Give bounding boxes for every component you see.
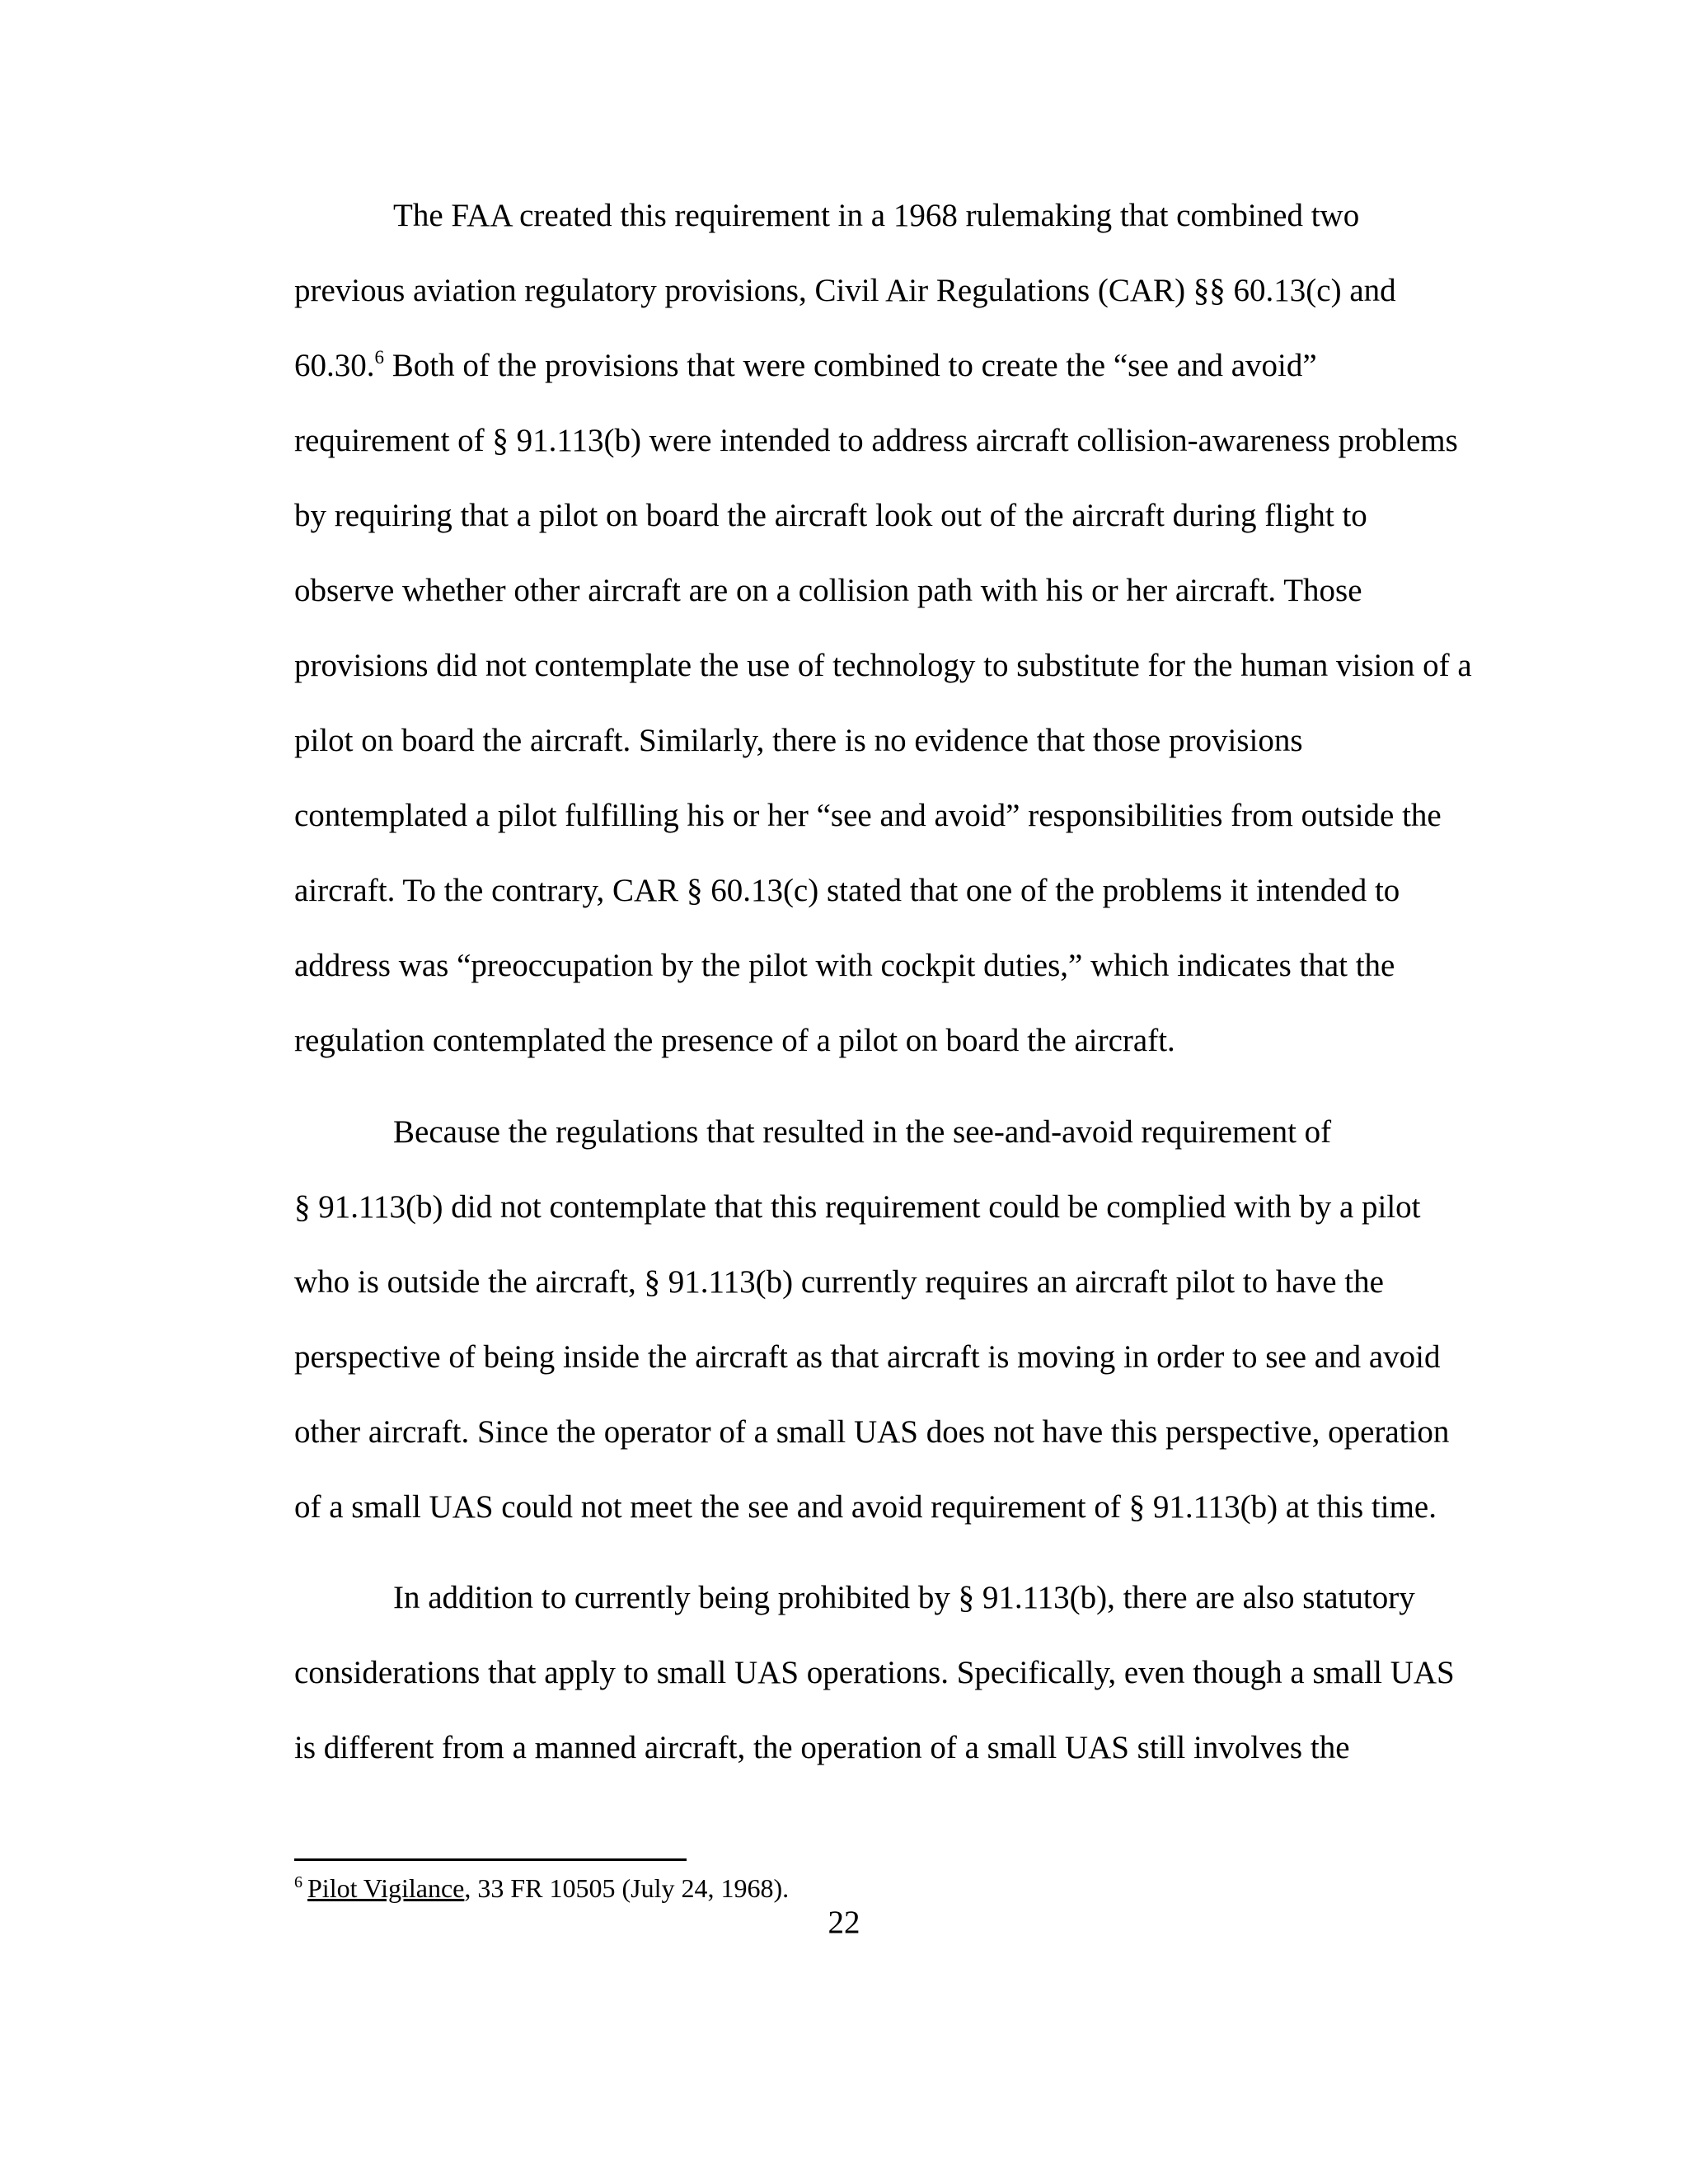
paragraph-2-line-6: of a small UAS could not meet the see and avoid requirement of § 91.113(b) at this time. bbox=[294, 1489, 1437, 1525]
line-text: Both of the provisions that were combined to create the “see and avoid” bbox=[384, 348, 1317, 383]
paragraph-1-line-9: contemplated a pilot fulfilling his or her “see and avoid” responsibilities from outside the bbox=[294, 798, 1442, 833]
paragraph-1-line-2: previous aviation regulatory provisions, Civil Air Regulations (CAR) §§ 60.13(c) and bbox=[294, 273, 1396, 308]
paragraph-1-line-7: provisions did not contemplate the use of technology to substitute for the human vision of a bbox=[294, 648, 1472, 683]
footnote-separator bbox=[294, 1858, 687, 1861]
footnote bbox=[294, 1872, 789, 1908]
paragraph-1-line-10: aircraft. To the contrary, CAR § 60.13(c) stated that one of the problems it intended to bbox=[294, 873, 1400, 908]
footnote-case-name: Pilot Vigilance bbox=[307, 1873, 465, 1903]
paragraph-2-line-5: other aircraft. Since the operator of a small UAS does not have this perspective, operation bbox=[294, 1414, 1450, 1450]
paragraph-3-line-3: is different from a manned aircraft, the operation of a small UAS still involves the bbox=[294, 1730, 1350, 1765]
footnote-reference: 6 bbox=[374, 347, 384, 368]
paragraph-1-line-5: by requiring that a pilot on board the aircraft look out of the aircraft during flight to bbox=[294, 498, 1367, 533]
paragraph-3-line-1: In addition to currently being prohibited by § 91.113(b), there are also statutory bbox=[393, 1580, 1415, 1615]
paragraph-2-line-3: who is outside the aircraft, § 91.113(b) currently requires an aircraft pilot to have the bbox=[294, 1264, 1384, 1300]
paragraph-1-line-6: observe whether other aircraft are on a collision path with his or her aircraft. Those bbox=[294, 573, 1362, 608]
paragraph-2-line-4: perspective of being inside the aircraft as that aircraft is moving in order to see and avoid bbox=[294, 1339, 1441, 1375]
paragraph-1-line-11: address was “preoccupation by the pilot with cockpit duties,” which indicates that the bbox=[294, 948, 1395, 983]
paragraph-1-line-12: regulation contemplated the presence of a pilot on board the aircraft. bbox=[294, 1023, 1175, 1058]
paragraph-2-line-2: § 91.113(b) did not contemplate that this requirement could be complied with by a pilot bbox=[294, 1189, 1421, 1225]
paragraph-1-line-1: The FAA created this requirement in a 1968 rulemaking that combined two bbox=[393, 198, 1360, 233]
paragraph-3-line-2: considerations that apply to small UAS operations. Specifically, even though a small UAS bbox=[294, 1655, 1455, 1690]
paragraph-1-line-4: requirement of § 91.113(b) were intended to address aircraft collision-awareness problems bbox=[294, 423, 1458, 458]
footnote-citation: , 33 FR 10505 (July 24, 1968). bbox=[464, 1873, 790, 1903]
page-number: 22 bbox=[828, 1905, 860, 1940]
paragraph-2-line-1: Because the regulations that resulted in the see-and-avoid requirement of bbox=[393, 1114, 1332, 1150]
paragraph-1-line-8: pilot on board the aircraft. Similarly, there is no evidence that those provisions bbox=[294, 723, 1303, 758]
paragraph-1-line-3 bbox=[294, 347, 1317, 385]
line-text: 60.30. bbox=[294, 348, 375, 383]
footnote-number: 6 bbox=[294, 1873, 302, 1891]
